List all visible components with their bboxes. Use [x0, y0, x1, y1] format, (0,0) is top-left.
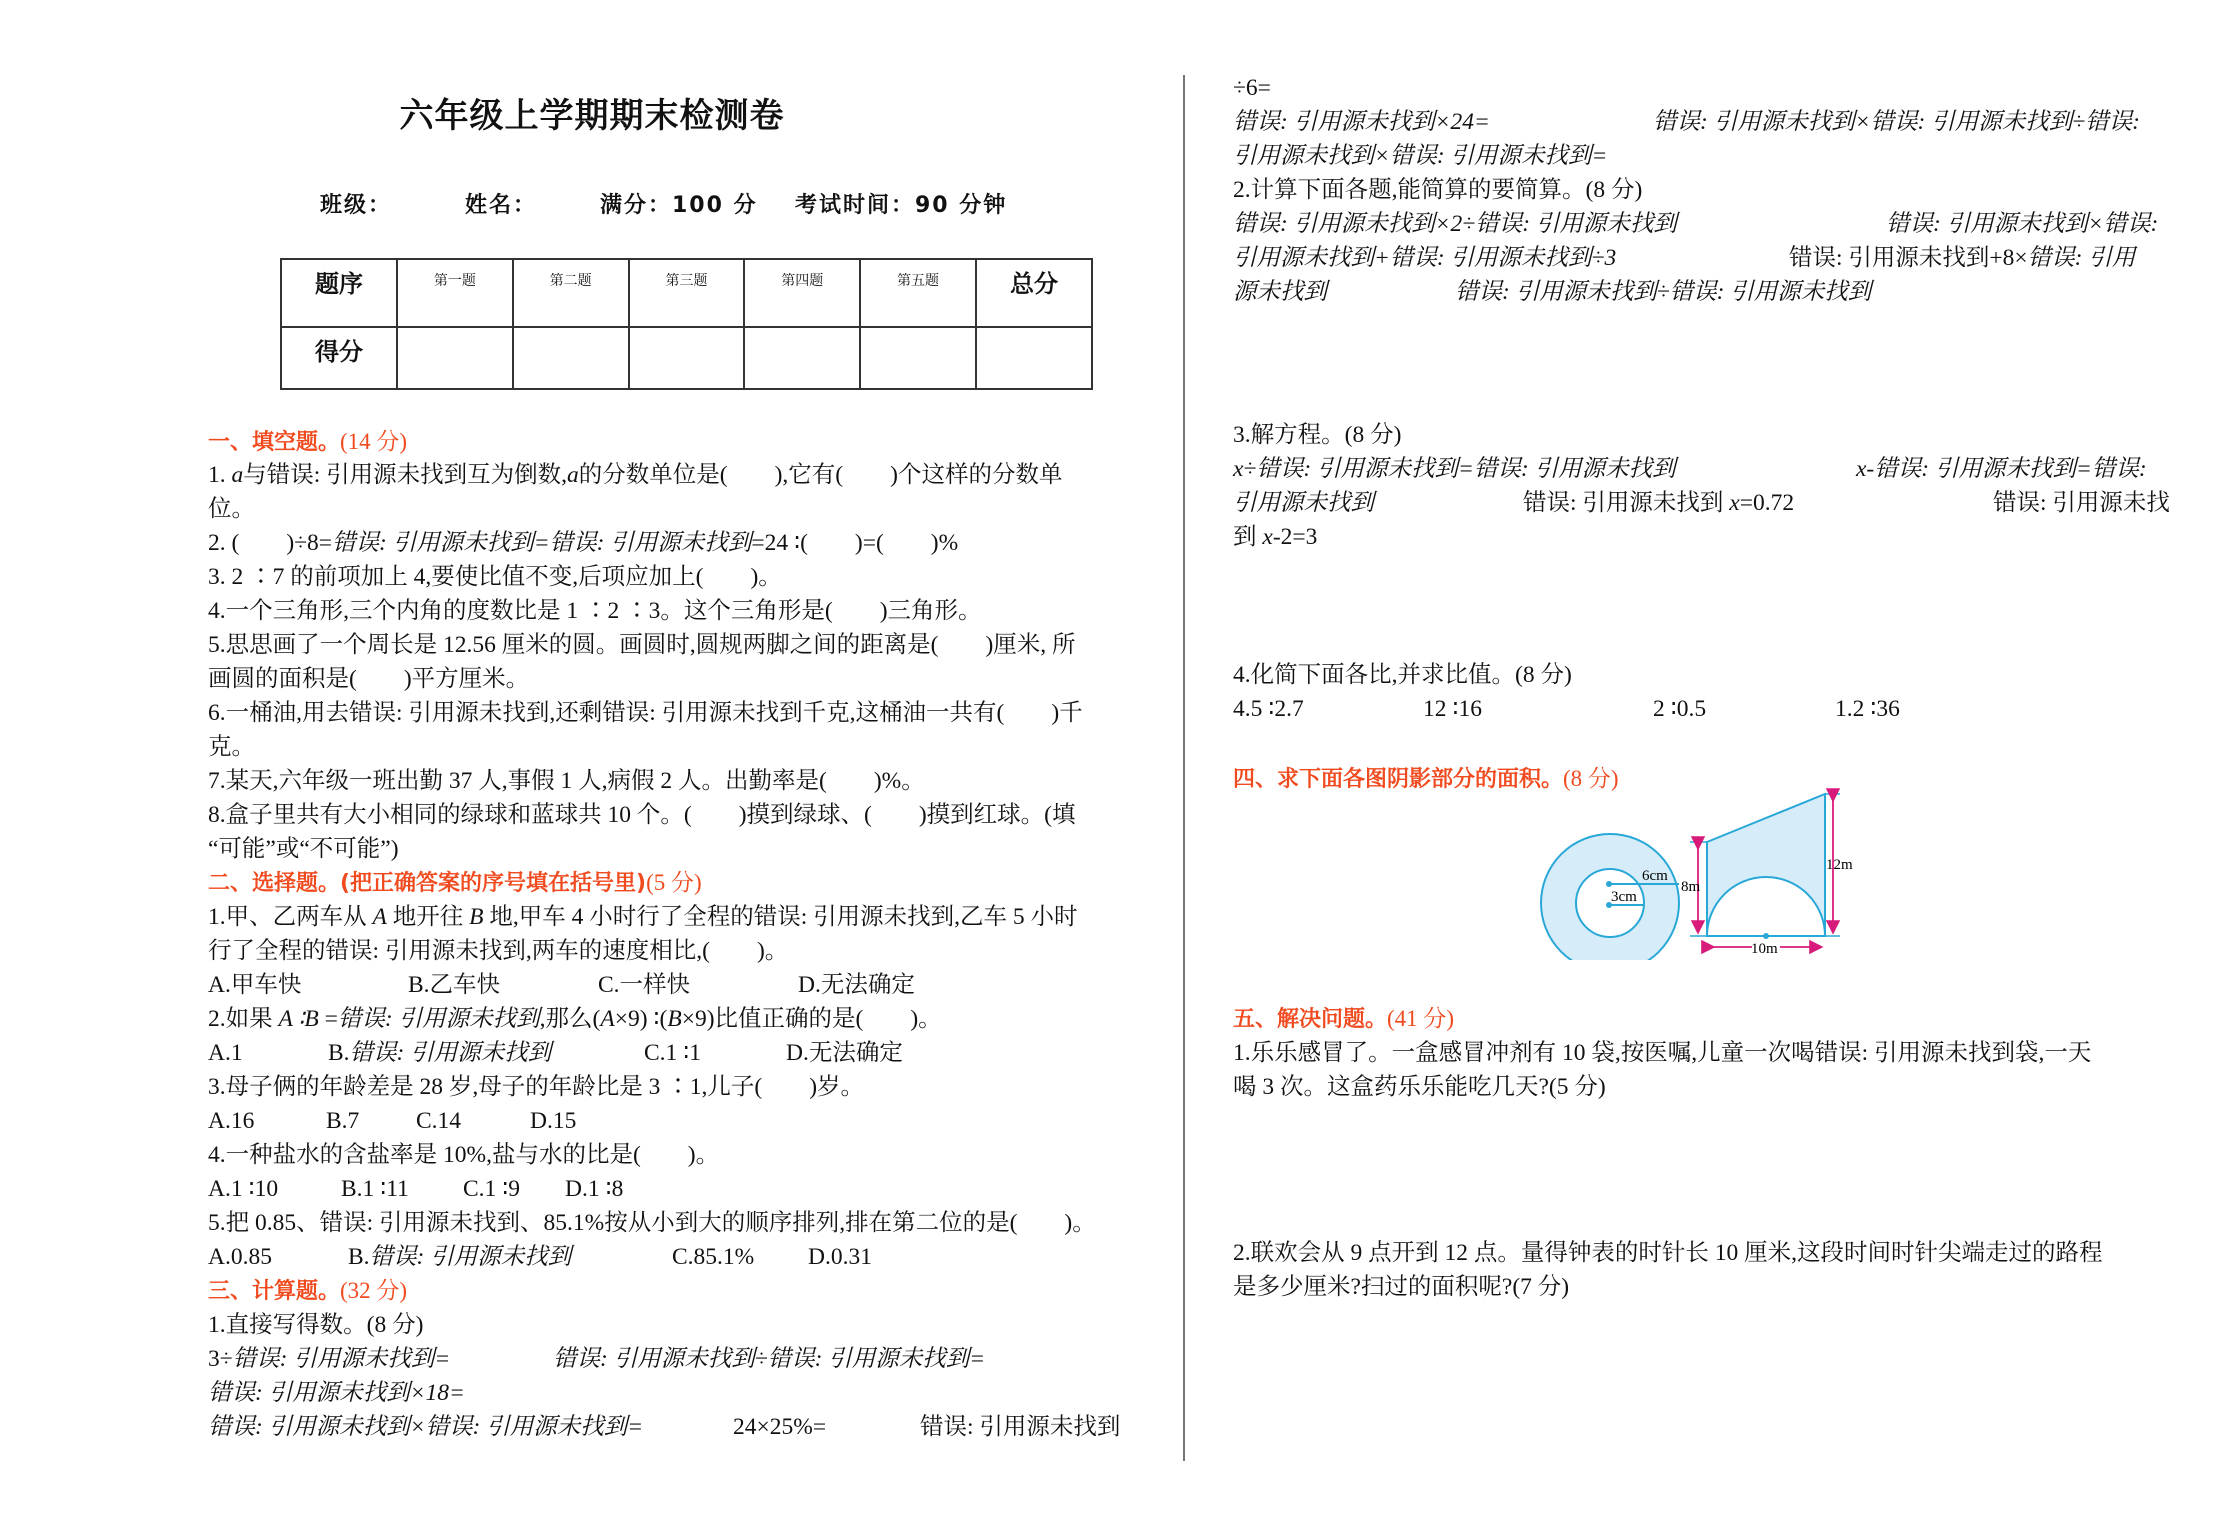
score-table-header-row [281, 259, 1092, 327]
q-text: 2.如果 [208, 1006, 279, 1032]
q-text: 地开往 [386, 904, 470, 930]
q-text: 1.甲、乙两车从 [208, 904, 373, 930]
exam-time: 考试时间：90 分钟 [795, 193, 1008, 218]
trapezoid-figure [1681, 794, 1853, 957]
fill-q5: 5.思思画了一个周长是 12.56 厘米的圆。画圆时,圆规两脚之间的距离是( )厘米, 所 [208, 632, 1076, 658]
option-b[interactable] [328, 1036, 551, 1070]
q-text: 地,甲车 4 小时行了全程的错误: 引用源未找到,乙车 5 小时 [483, 904, 1078, 930]
fill-q8-cont: “可能”或“不可能”) [208, 836, 399, 862]
q-text: =24 ∶( )=( )% [751, 530, 959, 556]
option-a[interactable]: A.1 [208, 1040, 243, 1066]
ratio-item: 12 ∶16 [1423, 696, 1482, 722]
calc-q3-line3 [1233, 520, 1317, 554]
label-10m: 10m [1751, 941, 1778, 957]
q-text: ×9) ∶( [614, 1006, 668, 1032]
score-table-score-row [281, 327, 1092, 389]
fill-q1-cont: 位。 [208, 496, 255, 522]
calc-item: 错误: 引用源未找到×2÷错误: 引用源未找到 [1233, 211, 1677, 237]
eq-text: -2=3 [1272, 524, 1318, 550]
var-x: x [1729, 490, 1740, 516]
option-b[interactable]: B.乙车快 [408, 972, 501, 998]
score-input-q4[interactable] [744, 327, 860, 389]
score-cell-q2: 第二题 [513, 259, 629, 327]
option-d[interactable]: D.15 [530, 1108, 577, 1134]
problem-2: 2.联欢会从 9 点开到 12 点。量得钟表的时针长 10 厘米,这段时间时针尖端走过的路程 [1233, 1240, 2103, 1266]
var-A: A [600, 1006, 615, 1032]
calc-item: 错误: 引用源未找到×错误: 引用源未找到÷错误: [1653, 109, 2140, 135]
eq-text: =0.72 [1739, 490, 1795, 516]
calc-item: 引用源未找到+错误: 引用源未找到÷3 [1233, 245, 1617, 271]
calc-text: 3÷ [208, 1346, 233, 1372]
score-cell-order: 题序 [281, 259, 397, 327]
option-b[interactable]: B.1 ∶11 [341, 1176, 409, 1202]
ratio-item: 2 ∶0.5 [1653, 696, 1707, 722]
section-3-title: 三、计算题。 [208, 1279, 341, 1304]
calc-item: 错误: 引用源未找到×错误: 引用源未找到= [208, 1414, 644, 1440]
name-label: 姓名： [465, 193, 538, 218]
shaded-area-figures [1540, 785, 1880, 960]
option-d[interactable]: D.无法确定 [786, 1040, 903, 1066]
eq-text: 到 [1233, 524, 1263, 550]
q-text: = [324, 1006, 338, 1032]
choice-q4: 4.一种盐水的含盐率是 10%,盐与水的比是( )。 [208, 1142, 720, 1168]
fill-q8: 8.盒子里共有大小相同的绿球和蓝球共 10 个。( )摸到绿球、( )摸到红球。(填 [208, 802, 1076, 828]
column-divider [1183, 75, 1185, 1461]
calc-item [208, 1342, 450, 1376]
fill-q2 [208, 526, 958, 560]
option-d[interactable]: D.无法确定 [798, 972, 915, 998]
section-1-title: 一、填空题。 [208, 430, 341, 455]
section-3-heading [208, 1274, 407, 1309]
option-c[interactable]: C.1 ∶1 [644, 1040, 702, 1066]
calc-q4-title: 4.化简下面各比,并求比值。(8 分) [1233, 662, 1572, 688]
problem-1: 1.乐乐感冒了。一盒感冒冲剂有 10 袋,按医嘱,儿童一次喝错误: 引用源未找到袋,一天 [1233, 1040, 2092, 1066]
label-6cm: 6cm [1642, 868, 1668, 884]
score-table [280, 258, 1093, 390]
var-a: a [231, 462, 244, 488]
option-a[interactable]: A.0.85 [208, 1244, 272, 1270]
error-ref: 错误: 引用 [2027, 245, 2136, 271]
q-text: 2. ( )÷8= [208, 530, 333, 556]
fill-q1 [208, 458, 1062, 492]
section-2-title: 二、选择题。(把正确答案的序号填在括号里) [208, 871, 647, 896]
calc-item: 错误: 引用源未找到÷错误: 引用源未找到 [1455, 279, 1872, 305]
fill-q4: 4.一个三角形,三个内角的度数比是 1 ∶2 ∶3。这个三角形是( )三角形。 [208, 598, 982, 624]
section-5-title: 五、解决问题。 [1233, 1007, 1388, 1032]
choice-q1-cont: 行了全程的错误: 引用源未找到,两车的速度相比,( )。 [208, 938, 789, 964]
calc-q3-title: 3.解方程。(8 分) [1233, 422, 1402, 448]
calc-q1-line5: 引用源未找到×错误: 引用源未找到= [1233, 143, 1608, 169]
error-ref: 错误: 引用源未找到= [232, 1346, 451, 1372]
label-3cm: 3cm [1611, 889, 1637, 905]
option-b-letter: B. [348, 1244, 370, 1270]
error-ref: 错误: 引用源未找到 [369, 1244, 572, 1270]
score-row-label: 得分 [281, 327, 397, 389]
score-input-q3[interactable] [629, 327, 745, 389]
var-a: a [567, 462, 579, 488]
section-2-points: (5 分) [646, 870, 702, 895]
option-c[interactable]: C.1 ∶9 [463, 1176, 521, 1202]
score-cell-total: 总分 [976, 259, 1092, 327]
option-a[interactable]: A.甲车快 [208, 972, 302, 998]
fill-q3: 3. 2 ∶7 的前项加上 4,要使比值不变,后项应加上( )。 [208, 564, 782, 590]
option-b[interactable] [348, 1240, 571, 1274]
calc-text: 错误: 引用源未找到+8× [1789, 245, 2028, 271]
q-text: 1. [208, 462, 232, 488]
error-ref: 错误: 引用源未找到 [337, 1006, 540, 1032]
label-12m: 12m [1826, 857, 1853, 873]
option-c[interactable]: C.85.1% [672, 1244, 755, 1270]
ring-figure [1541, 834, 1679, 960]
q-text: ×9)比值正确的是( )。 [681, 1006, 942, 1032]
section-1-heading [208, 425, 407, 460]
calc-q1-title: 1.直接写得数。(8 分) [208, 1312, 424, 1338]
calc-q2-title: 2.计算下面各题,能简算的要简算。(8 分) [1233, 177, 1643, 203]
score-cell-q3: 第三题 [629, 259, 745, 327]
label-8m: 8m [1681, 879, 1701, 895]
section-4-points: (8 分) [1563, 766, 1619, 791]
choice-q1 [208, 900, 1078, 934]
score-input-q5[interactable] [860, 327, 976, 389]
full-score: 满分：100 分 [600, 193, 758, 218]
choice-q5: 5.把 0.85、错误: 引用源未找到、85.1%按从小到大的顺序排列,排在第二位的是( )。 [208, 1210, 1096, 1236]
choice-q2 [208, 1002, 942, 1036]
option-d[interactable]: D.0.31 [808, 1244, 872, 1270]
var-A: A [372, 904, 387, 930]
ratio-item: 1.2 ∶36 [1835, 696, 1900, 722]
q-text: 的分数单位是( ),它有( )个这样的分数单 [578, 462, 1063, 488]
section-2-heading [208, 866, 702, 901]
score-input-q2[interactable] [513, 327, 629, 389]
section-4-title: 四、求下面各图阴影部分的面积。 [1233, 767, 1564, 792]
option-b-letter: B. [328, 1040, 350, 1066]
score-cell-q5: 第五题 [860, 259, 976, 327]
calc-q1-cont: ÷6= [1233, 75, 1271, 101]
error-ref: 错误: 引用源未找到 [349, 1040, 552, 1066]
calc-item [1789, 241, 2135, 275]
score-cell-q4: 第四题 [744, 259, 860, 327]
option-a[interactable]: A.16 [208, 1108, 255, 1134]
fill-q6-cont: 克。 [208, 734, 255, 760]
q-text: ,那么( [539, 1006, 601, 1032]
option-d[interactable]: D.1 ∶8 [565, 1176, 624, 1202]
calc-item: 错误: 引用源未找到 [920, 1414, 1121, 1440]
var-B: B [667, 1006, 682, 1032]
fill-q7: 7.某天,六年级一班出勤 37 人,事假 1 人,病假 2 人。出勤率是( )%。 [208, 768, 925, 794]
score-cell-q1: 第一题 [397, 259, 513, 327]
option-c[interactable]: C.14 [416, 1108, 462, 1134]
option-b[interactable]: B.7 [326, 1108, 360, 1134]
equation: 错误: 引用源未找 [1993, 490, 2170, 516]
ratio-item: 4.5 ∶2.7 [1233, 696, 1304, 722]
problem-1-cont: 喝 3 次。这盒药乐乐能吃几天?(5 分) [1233, 1074, 1606, 1100]
section-5-heading [1233, 1002, 1454, 1037]
equation [1523, 486, 1794, 520]
choice-q3: 3.母子俩的年龄差是 28 岁,母子的年龄比是 3 ∶1,儿子( )岁。 [208, 1074, 865, 1100]
score-input-q1[interactable] [397, 327, 513, 389]
equation: 引用源未找到 [1233, 490, 1374, 516]
ratio-ab: A ∶B [278, 1006, 325, 1032]
class-label: 班级： [320, 193, 393, 218]
exam-title: 六年级上学期期末检测卷 [399, 96, 785, 136]
calc-item: 24×25%= [733, 1414, 827, 1440]
calc-item: 源未找到 [1233, 279, 1327, 305]
fill-q6: 6.一桶油,用去错误: 引用源未找到,还剩错误: 引用源未找到千克,这桶油一共有( )千 [208, 700, 1083, 726]
fill-q5-cont: 画圆的面积是( )平方厘米。 [208, 666, 530, 692]
semicircle-center [1763, 933, 1769, 939]
equation: x÷错误: 引用源未找到=错误: 引用源未找到 [1233, 456, 1676, 482]
score-input-total[interactable] [976, 327, 1092, 389]
problem-2-cont: 是多少厘米?扫过的面积呢?(7 分) [1233, 1274, 1570, 1300]
eq-text: 错误: 引用源未找到 [1523, 490, 1730, 516]
calc-item: 错误: 引用源未找到×24= [1233, 109, 1490, 135]
equation: x-错误: 引用源未找到=错误: [1856, 456, 2147, 482]
calc-item: 错误: 引用源未找到×错误: [1886, 211, 2159, 237]
q-text: 与错误: 引用源未找到互为倒数, [243, 462, 568, 488]
option-c[interactable]: C.一样快 [598, 972, 691, 998]
option-a[interactable]: A.1 ∶10 [208, 1176, 279, 1202]
center-dot [1606, 881, 1612, 887]
section-1-points: (14 分) [340, 429, 408, 454]
error-ref: 错误: 引用源未找到=错误: 引用源未找到 [332, 530, 752, 556]
var-B: B [469, 904, 484, 930]
calc-q1-line2: 错误: 引用源未找到×18= [208, 1380, 465, 1406]
var-x: x [1262, 524, 1273, 550]
section-5-points: (41 分) [1387, 1006, 1455, 1031]
calc-item: 错误: 引用源未找到÷错误: 引用源未找到= [553, 1346, 986, 1372]
section-3-points: (32 分) [340, 1278, 408, 1303]
